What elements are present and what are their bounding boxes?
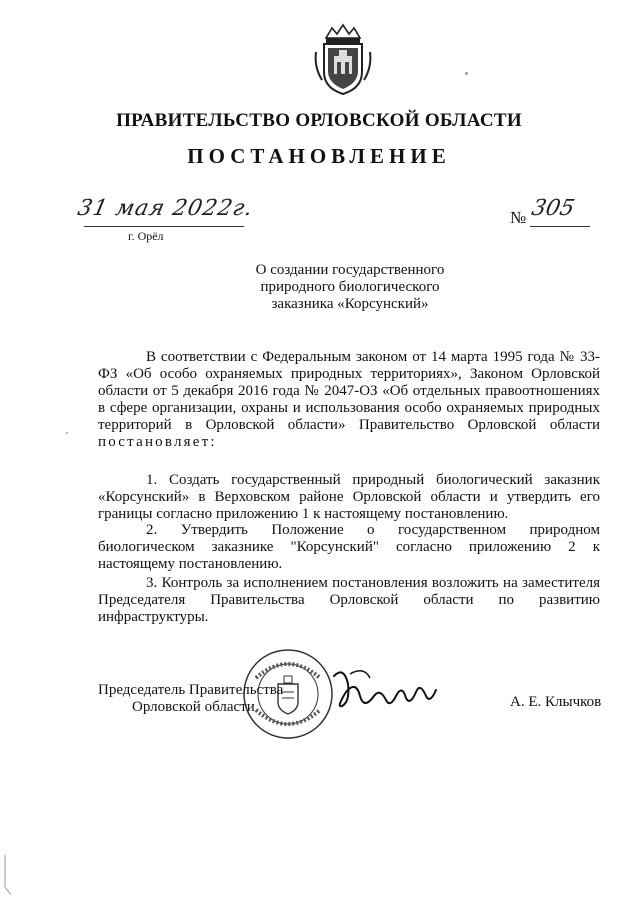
document-subject xyxy=(150,262,550,313)
handwritten-number: 305 xyxy=(529,196,577,221)
subject-line: заказника «Корсунский» xyxy=(271,296,429,312)
preamble-text: В соответствии с Федеральным законом от 14 марта 1995 года № 33-ФЗ «Об особо охраняемых природных территориях», Законом Орловской области от 5 декабря 2016 года № 2047-ОЗ «Об отдельных правоотношениях в сфере организации, охраны и использования особо охраняемых природных территорий в Орловской области» Правительство Орловской области xyxy=(98,349,600,433)
scan-speck xyxy=(465,72,468,75)
organization-title: ПРАВИТЕЛЬСТВО ОРЛОВСКОЙ ОБЛАСТИ xyxy=(116,110,522,131)
item-3-paragraph: 3. Контроль за исполнением постановления возложить на заместителя Председателя Правительства Орловской области по развитию инфраструктуры. xyxy=(98,575,600,625)
signatory-title xyxy=(98,682,283,716)
scan-speck xyxy=(66,432,68,434)
resolves-word: постановляет: xyxy=(98,434,217,450)
city-label: г. Орёл xyxy=(128,229,164,243)
date-underline xyxy=(84,226,244,227)
item-2-paragraph: 2. Утвердить Положение о государственном природном биологическом заказнике "Корсунский" согласно приложению 2 к настоящему постановлению. xyxy=(98,522,600,572)
number-sign: № xyxy=(510,208,527,227)
number-underline xyxy=(530,226,590,227)
coat-of-arms-icon xyxy=(312,22,374,96)
document-type: ПОСТАНОВЛЕНИЕ xyxy=(187,144,451,168)
handwritten-date: 31 мая 2022г. xyxy=(75,196,256,221)
scan-margin-mark xyxy=(2,855,14,900)
signatory-title-line: Орловской области xyxy=(132,699,255,715)
preamble-paragraph xyxy=(98,349,600,451)
signatory-title-line: Председатель Правительства xyxy=(98,682,284,698)
signatory-name: А. Е. Клычков xyxy=(510,694,602,710)
subject-line: О создании государственного xyxy=(255,262,445,278)
subject-line: природного биологического xyxy=(260,279,440,295)
item-1-paragraph: 1. Создать государственный природный биологический заказник «Корсунский» в Верховском районе Орловской области и утвердить его границы согласно приложению 1 к настоящему постановлению. xyxy=(98,472,600,522)
handwritten-signature-icon xyxy=(330,662,440,722)
